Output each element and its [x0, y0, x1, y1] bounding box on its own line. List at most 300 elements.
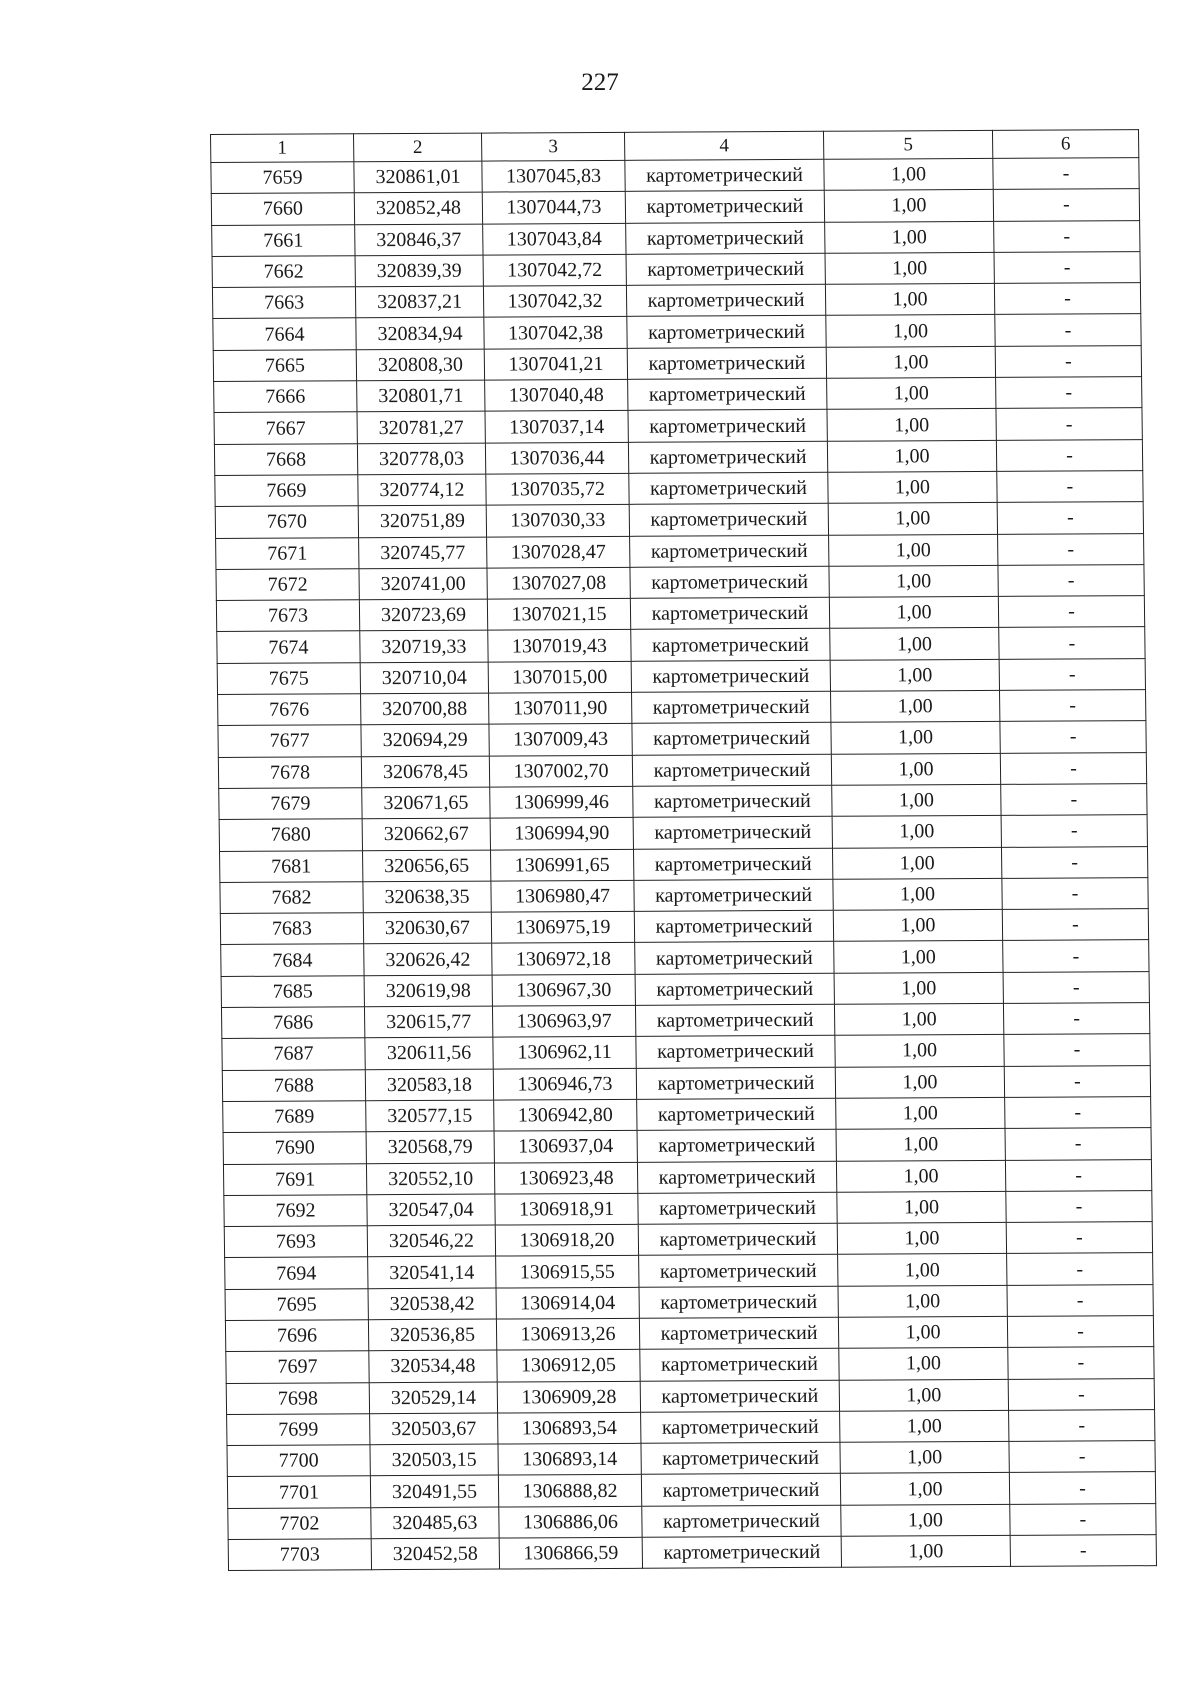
table-row: [215, 502, 1143, 538]
cell-method: картометрический: [635, 973, 834, 1005]
cell-accuracy: 1,00: [841, 1504, 1010, 1536]
cell-accuracy: 1,00: [827, 377, 996, 409]
cell-point-number: 7665: [213, 350, 356, 382]
table-row: [228, 1535, 1156, 1571]
table-row: [215, 471, 1143, 507]
cell-x-coordinate: 320710,04: [360, 662, 488, 694]
table-row: [214, 377, 1142, 413]
cell-point-number: 7680: [219, 819, 362, 851]
cell-note: -: [998, 533, 1144, 565]
cell-method: картометрический: [635, 942, 834, 974]
column-header-x-coordinate: 2: [353, 133, 481, 162]
table-row: [222, 1065, 1150, 1101]
cell-note: -: [993, 189, 1139, 221]
cell-accuracy: 1,00: [831, 722, 1000, 754]
cell-y-coordinate: 1307042,32: [483, 286, 626, 318]
table-row: [224, 1222, 1152, 1258]
cell-accuracy: 1,00: [827, 409, 996, 441]
cell-y-coordinate: 1306893,54: [498, 1412, 641, 1444]
cell-accuracy: 1,00: [831, 753, 1000, 785]
cell-accuracy: 1,00: [836, 1160, 1005, 1192]
table-row: [212, 220, 1140, 256]
cell-x-coordinate: 320546,22: [367, 1225, 495, 1257]
cell-accuracy: 1,00: [833, 878, 1002, 910]
cell-method: картометрический: [642, 1536, 841, 1568]
cell-x-coordinate: 320547,04: [367, 1194, 495, 1226]
cell-method: картометрический: [637, 1098, 836, 1130]
cell-x-coordinate: 320700,88: [361, 693, 489, 725]
cell-method: картометрический: [632, 754, 831, 786]
table-row: [221, 940, 1149, 976]
table-body: [211, 158, 1157, 1571]
cell-point-number: 7699: [227, 1414, 370, 1446]
cell-x-coordinate: 320778,03: [357, 443, 485, 475]
cell-method: картометрический: [636, 1067, 835, 1099]
cell-method: картометрический: [641, 1411, 840, 1443]
cell-x-coordinate: 320619,98: [364, 975, 492, 1007]
cell-method: картометрический: [634, 879, 833, 911]
cell-x-coordinate: 320662,67: [362, 818, 490, 850]
cell-method: картометрический: [637, 1161, 836, 1193]
cell-point-number: 7661: [212, 224, 355, 256]
table-row: [225, 1316, 1153, 1352]
cell-method: картометрический: [632, 723, 831, 755]
cell-point-number: 7688: [222, 1069, 365, 1101]
cell-note: -: [1006, 1190, 1152, 1222]
table-row: [227, 1409, 1155, 1445]
cell-method: картометрический: [627, 316, 826, 348]
cell-y-coordinate: 1306912,05: [497, 1350, 640, 1382]
cell-note: -: [1005, 1159, 1151, 1191]
cell-note: -: [1006, 1222, 1152, 1254]
cell-point-number: 7679: [219, 788, 362, 820]
cell-x-coordinate: 320577,15: [366, 1100, 494, 1132]
cell-point-number: 7668: [214, 443, 357, 475]
table-row: [214, 439, 1142, 475]
cell-point-number: 7669: [215, 475, 358, 507]
cell-y-coordinate: 1307028,47: [487, 536, 630, 568]
cell-point-number: 7698: [226, 1382, 369, 1414]
cell-note: -: [1003, 971, 1149, 1003]
cell-accuracy: 1,00: [840, 1442, 1009, 1474]
table-row: [226, 1378, 1154, 1414]
table-row: [228, 1503, 1156, 1539]
cell-point-number: 7664: [213, 318, 356, 350]
table-row: [212, 283, 1140, 319]
cell-x-coordinate: 320503,67: [370, 1413, 498, 1445]
cell-accuracy: 1,00: [826, 346, 995, 378]
table-row: [220, 909, 1148, 945]
cell-note: -: [1009, 1472, 1155, 1504]
cell-point-number: 7685: [221, 975, 364, 1007]
cell-accuracy: 1,00: [824, 190, 993, 222]
cell-note: -: [1001, 815, 1147, 847]
cell-y-coordinate: 1307037,14: [485, 411, 628, 443]
cell-x-coordinate: 320839,39: [355, 255, 483, 287]
table-row: [220, 846, 1148, 882]
cell-note: -: [1000, 690, 1146, 722]
cell-note: -: [998, 564, 1144, 596]
cell-accuracy: 1,00: [836, 1129, 1005, 1161]
cell-point-number: 7697: [226, 1351, 369, 1383]
cell-point-number: 7670: [215, 506, 358, 538]
cell-point-number: 7689: [223, 1101, 366, 1133]
cell-method: картометрический: [633, 848, 832, 880]
cell-y-coordinate: 1307042,72: [483, 254, 626, 286]
cell-y-coordinate: 1306963,97: [492, 1005, 635, 1037]
cell-y-coordinate: 1306915,55: [496, 1256, 639, 1288]
cell-method: картометрический: [639, 1317, 838, 1349]
table-row: [225, 1253, 1153, 1289]
cell-x-coordinate: 320781,27: [357, 411, 485, 443]
cell-accuracy: 1,00: [838, 1285, 1007, 1317]
cell-point-number: 7701: [227, 1476, 370, 1508]
table-row: [218, 721, 1146, 757]
cell-method: картометрический: [637, 1129, 836, 1161]
cell-x-coordinate: 320626,42: [364, 943, 492, 975]
cell-method: картометрический: [626, 253, 825, 285]
cell-accuracy: 1,00: [831, 690, 1000, 722]
cell-point-number: 7681: [220, 850, 363, 882]
cell-method: картометрический: [629, 472, 828, 504]
table-row: [223, 1159, 1151, 1195]
column-header-note: 6: [992, 130, 1138, 159]
cell-y-coordinate: 1306967,30: [492, 974, 635, 1006]
cell-y-coordinate: 1307042,38: [484, 317, 627, 349]
cell-accuracy: 1,00: [839, 1348, 1008, 1380]
cell-x-coordinate: 320694,29: [361, 724, 489, 756]
cell-note: -: [1002, 909, 1148, 941]
cell-accuracy: 1,00: [827, 440, 996, 472]
cell-accuracy: 1,00: [834, 972, 1003, 1004]
cell-accuracy: 1,00: [825, 221, 994, 253]
cell-point-number: 7702: [228, 1507, 371, 1539]
cell-point-number: 7696: [225, 1320, 368, 1352]
cell-point-number: 7675: [217, 662, 360, 694]
table-row: [218, 690, 1146, 726]
cell-note: -: [1004, 1065, 1150, 1097]
cell-method: картометрический: [634, 910, 833, 942]
cell-accuracy: 1,00: [833, 910, 1002, 942]
cell-note: -: [1009, 1409, 1155, 1441]
cell-note: -: [999, 627, 1145, 659]
cell-y-coordinate: 1307030,33: [486, 505, 629, 537]
column-header-y-coordinate: 3: [481, 132, 624, 161]
cell-method: картометрический: [633, 817, 832, 849]
cell-note: -: [1008, 1347, 1154, 1379]
cell-point-number: 7694: [225, 1257, 368, 1289]
cell-point-number: 7663: [212, 287, 355, 319]
cell-accuracy: 1,00: [838, 1316, 1007, 1348]
cell-x-coordinate: 320719,33: [360, 631, 488, 663]
cell-point-number: 7672: [216, 569, 359, 601]
cell-y-coordinate: 1306893,14: [498, 1443, 641, 1475]
cell-x-coordinate: 320541,14: [368, 1256, 496, 1288]
cell-accuracy: 1,00: [837, 1222, 1006, 1254]
cell-accuracy: 1,00: [830, 628, 999, 660]
table-row: [221, 1003, 1149, 1039]
cell-method: картометрический: [628, 441, 827, 473]
cell-note: -: [1000, 752, 1146, 784]
cell-y-coordinate: 1307041,21: [484, 348, 627, 380]
cell-y-coordinate: 1307009,43: [489, 724, 632, 756]
cell-point-number: 7671: [216, 537, 359, 569]
cell-x-coordinate: 320801,71: [357, 380, 485, 412]
cell-x-coordinate: 320452,58: [371, 1538, 499, 1570]
cell-note: -: [1004, 1034, 1150, 1066]
cell-note: -: [1005, 1128, 1151, 1160]
cell-note: -: [1001, 784, 1147, 816]
cell-x-coordinate: 320861,01: [354, 161, 482, 193]
cell-y-coordinate: 1306962,11: [493, 1037, 636, 1069]
cell-accuracy: 1,00: [835, 1066, 1004, 1098]
cell-y-coordinate: 1306913,26: [496, 1318, 639, 1350]
cell-method: картометрический: [641, 1442, 840, 1474]
cell-method: картометрический: [630, 566, 829, 598]
cell-point-number: 7674: [217, 631, 360, 663]
cell-point-number: 7660: [211, 193, 354, 225]
cell-method: картометрический: [629, 504, 828, 536]
cell-method: картометрический: [639, 1286, 838, 1318]
table-row: [221, 971, 1149, 1007]
cell-point-number: 7673: [216, 600, 359, 632]
cell-note: -: [1003, 1003, 1149, 1035]
cell-accuracy: 1,00: [835, 1035, 1004, 1067]
cell-point-number: 7692: [224, 1195, 367, 1227]
table-row: [214, 408, 1142, 444]
cell-x-coordinate: 320534,48: [369, 1350, 497, 1382]
cell-y-coordinate: 1307027,08: [487, 567, 630, 599]
cell-y-coordinate: 1306886,06: [499, 1506, 642, 1538]
table-row: [211, 189, 1139, 225]
cell-x-coordinate: 320745,77: [359, 537, 487, 569]
cell-note: -: [1007, 1316, 1153, 1348]
cell-y-coordinate: 1306909,28: [497, 1381, 640, 1413]
cell-accuracy: 1,00: [832, 847, 1001, 879]
coordinates-table: [210, 129, 1157, 1571]
table-row: [227, 1441, 1155, 1477]
cell-x-coordinate: 320491,55: [370, 1476, 498, 1508]
table-row: [211, 158, 1139, 194]
cell-x-coordinate: 320846,37: [355, 224, 483, 256]
cell-y-coordinate: 1307044,73: [482, 192, 625, 224]
cell-y-coordinate: 1306937,04: [494, 1131, 637, 1163]
cell-method: картометрический: [626, 284, 825, 316]
cell-x-coordinate: 320552,10: [366, 1163, 494, 1195]
cell-x-coordinate: 320611,56: [365, 1037, 493, 1069]
cell-x-coordinate: 320485,63: [371, 1507, 499, 1539]
cell-x-coordinate: 320503,15: [370, 1444, 498, 1476]
table-row: [217, 658, 1145, 694]
cell-point-number: 7676: [218, 694, 361, 726]
cell-y-coordinate: 1307019,43: [488, 630, 631, 662]
cell-accuracy: 1,00: [840, 1410, 1009, 1442]
table-row: [220, 877, 1148, 913]
cell-x-coordinate: 320808,30: [356, 349, 484, 381]
cell-note: -: [1010, 1535, 1156, 1567]
table-row: [223, 1128, 1151, 1164]
table-row: [224, 1190, 1152, 1226]
cell-point-number: 7686: [221, 1007, 364, 1039]
cell-point-number: 7659: [211, 162, 354, 194]
cell-note: -: [1009, 1441, 1155, 1473]
cell-x-coordinate: 320568,79: [366, 1131, 494, 1163]
cell-accuracy: 1,00: [841, 1535, 1010, 1567]
cell-accuracy: 1,00: [826, 315, 995, 347]
cell-method: картометрический: [641, 1474, 840, 1506]
cell-y-coordinate: 1306994,90: [490, 818, 633, 850]
cell-method: картометрический: [631, 660, 830, 692]
column-header-point-number: 1: [211, 134, 354, 163]
cell-method: картометрический: [628, 378, 827, 410]
cell-y-coordinate: 1306942,80: [494, 1099, 637, 1131]
cell-x-coordinate: 320834,94: [356, 318, 484, 350]
cell-y-coordinate: 1307011,90: [489, 692, 632, 724]
cell-note: -: [998, 596, 1144, 628]
cell-method: картометрический: [631, 629, 830, 661]
cell-method: картометрический: [638, 1223, 837, 1255]
cell-accuracy: 1,00: [829, 597, 998, 629]
cell-point-number: 7682: [220, 882, 363, 914]
cell-accuracy: 1,00: [838, 1254, 1007, 1286]
cell-x-coordinate: 320852,48: [354, 192, 482, 224]
cell-method: картометрический: [642, 1505, 841, 1537]
cell-method: картометрический: [632, 691, 831, 723]
cell-method: картометрический: [626, 222, 825, 254]
cell-note: -: [996, 377, 1142, 409]
cell-point-number: 7662: [212, 256, 355, 288]
cell-method: картометрический: [640, 1349, 839, 1381]
cell-note: -: [997, 471, 1143, 503]
cell-note: -: [995, 314, 1141, 346]
cell-y-coordinate: 1306923,48: [494, 1162, 637, 1194]
cell-y-coordinate: 1307015,00: [488, 661, 631, 693]
cell-y-coordinate: 1306972,18: [492, 943, 635, 975]
cell-method: картометрический: [628, 410, 827, 442]
cell-note: -: [1007, 1253, 1153, 1285]
cell-y-coordinate: 1307036,44: [485, 442, 628, 474]
cell-point-number: 7684: [221, 944, 364, 976]
cell-note: -: [1002, 877, 1148, 909]
cell-y-coordinate: 1307035,72: [486, 473, 629, 505]
table-row: [216, 564, 1144, 600]
cell-point-number: 7666: [214, 381, 357, 413]
table-row: [213, 314, 1141, 350]
cell-note: -: [994, 283, 1140, 315]
cell-x-coordinate: 320774,12: [358, 474, 486, 506]
cell-note: -: [995, 345, 1141, 377]
cell-x-coordinate: 320837,21: [355, 286, 483, 318]
cell-y-coordinate: 1306999,46: [490, 786, 633, 818]
cell-point-number: 7677: [218, 725, 361, 757]
column-header-accuracy: 5: [823, 130, 992, 159]
cell-point-number: 7703: [228, 1539, 371, 1571]
cell-method: картометрический: [633, 785, 832, 817]
cell-note: -: [996, 439, 1142, 471]
cell-note: -: [1000, 721, 1146, 753]
cell-y-coordinate: 1307002,70: [489, 755, 632, 787]
cell-note: -: [1005, 1097, 1151, 1129]
cell-point-number: 7683: [220, 913, 363, 945]
cell-y-coordinate: 1306980,47: [491, 880, 634, 912]
table-row: [217, 627, 1145, 663]
cell-y-coordinate: 1307021,15: [487, 598, 630, 630]
cell-point-number: 7687: [222, 1038, 365, 1070]
cell-y-coordinate: 1306946,73: [493, 1068, 636, 1100]
cell-accuracy: 1,00: [828, 471, 997, 503]
cell-note: -: [994, 220, 1140, 252]
cell-accuracy: 1,00: [834, 1003, 1003, 1035]
cell-y-coordinate: 1306918,20: [495, 1224, 638, 1256]
table-row: [226, 1347, 1154, 1383]
page-number: 227: [581, 69, 619, 96]
cell-accuracy: 1,00: [834, 941, 1003, 973]
cell-x-coordinate: 320723,69: [359, 599, 487, 631]
cell-method: картометрический: [630, 597, 829, 629]
cell-x-coordinate: 320656,65: [363, 850, 491, 882]
cell-y-coordinate: 1307043,84: [483, 223, 626, 255]
cell-point-number: 7693: [224, 1226, 367, 1258]
cell-note: -: [993, 158, 1139, 190]
cell-method: картометрический: [636, 1036, 835, 1068]
table-row: [219, 784, 1147, 820]
cell-method: картометрический: [627, 347, 826, 379]
cell-note: -: [1007, 1284, 1153, 1316]
cell-note: -: [1001, 846, 1147, 878]
cell-note: -: [997, 502, 1143, 534]
cell-x-coordinate: 320638,35: [363, 881, 491, 913]
cell-y-coordinate: 1306975,19: [491, 911, 634, 943]
column-header-method: 4: [624, 131, 823, 160]
cell-y-coordinate: 1306866,59: [499, 1537, 642, 1569]
table-row: [212, 252, 1140, 288]
table-row: [216, 533, 1144, 569]
cell-x-coordinate: 320751,89: [358, 505, 486, 537]
cell-y-coordinate: 1306888,82: [498, 1475, 641, 1507]
table-row: [218, 752, 1146, 788]
cell-x-coordinate: 320536,85: [368, 1319, 496, 1351]
cell-note: -: [994, 252, 1140, 284]
cell-point-number: 7667: [214, 412, 357, 444]
cell-x-coordinate: 320538,42: [368, 1288, 496, 1320]
cell-accuracy: 1,00: [832, 784, 1001, 816]
table-row: [222, 1034, 1150, 1070]
cell-x-coordinate: 320630,67: [363, 912, 491, 944]
table-row: [219, 815, 1147, 851]
cell-accuracy: 1,00: [825, 284, 994, 316]
cell-x-coordinate: 320678,45: [361, 756, 489, 788]
cell-note: -: [1008, 1378, 1154, 1410]
cell-point-number: 7691: [223, 1163, 366, 1195]
table-row: [216, 596, 1144, 632]
cell-accuracy: 1,00: [839, 1379, 1008, 1411]
cell-note: -: [1003, 940, 1149, 972]
table-row: [227, 1472, 1155, 1508]
cell-method: картометрический: [630, 535, 829, 567]
cell-accuracy: 1,00: [840, 1473, 1009, 1505]
cell-note: -: [999, 658, 1145, 690]
cell-y-coordinate: 1306918,91: [495, 1193, 638, 1225]
cell-accuracy: 1,00: [825, 252, 994, 284]
cell-accuracy: 1,00: [836, 1097, 1005, 1129]
cell-method: картометрический: [625, 159, 824, 191]
cell-y-coordinate: 1307045,83: [482, 160, 625, 192]
cell-x-coordinate: 320671,65: [362, 787, 490, 819]
cell-note: -: [1010, 1503, 1156, 1535]
cell-y-coordinate: 1306914,04: [496, 1287, 639, 1319]
cell-method: картометрический: [635, 1004, 834, 1036]
cell-accuracy: 1,00: [830, 659, 999, 691]
